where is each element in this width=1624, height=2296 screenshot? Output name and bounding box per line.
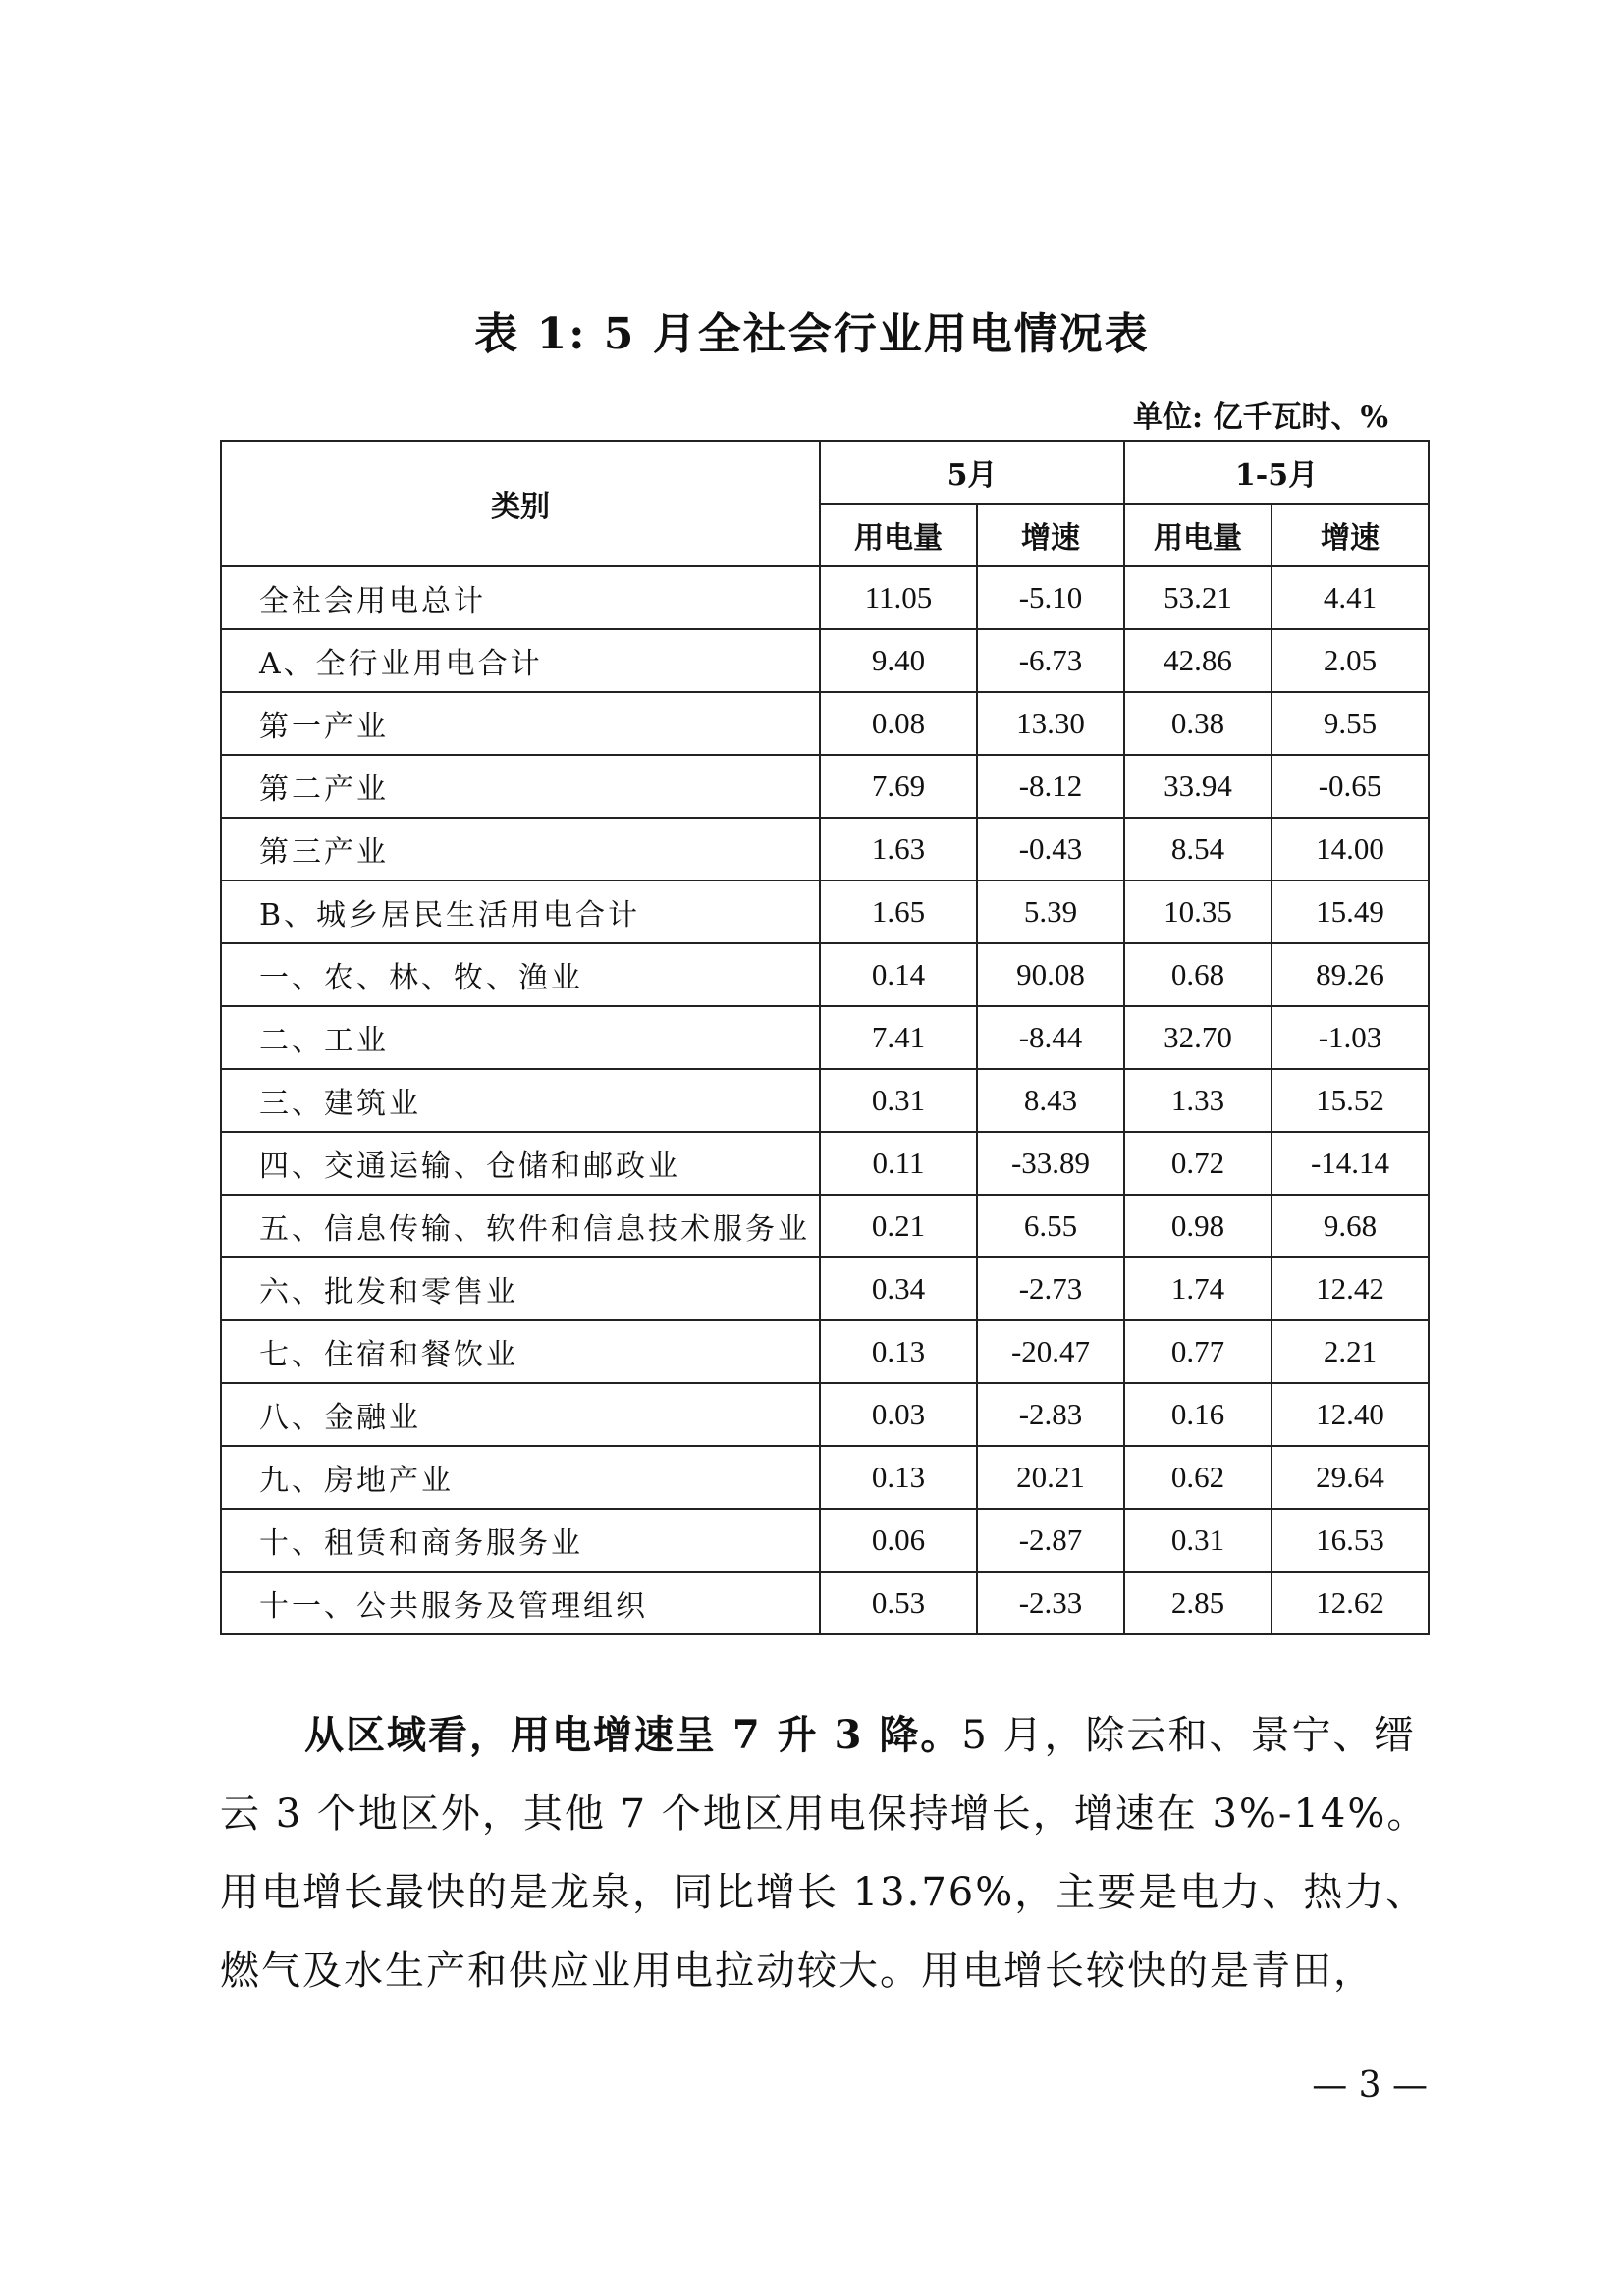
table-row [221, 692, 1429, 755]
table-row [221, 1383, 1429, 1446]
header-ytd-growth: 增速 [1272, 504, 1429, 566]
electricity-usage-table [220, 440, 1430, 1635]
row-ytd-usage: 0.77 [1124, 1320, 1272, 1383]
row-ytd-growth: 2.21 [1272, 1320, 1429, 1383]
row-category: 全社会用电总计 [221, 566, 820, 629]
table-row [221, 1195, 1429, 1257]
row-ytd-usage: 1.74 [1124, 1257, 1272, 1320]
body-paragraph [220, 1696, 1428, 2010]
page-title: 表 1: 5 月全社会行业用电情况表 [474, 309, 1150, 359]
row-may-usage: 1.65 [820, 881, 977, 943]
row-may-usage: 0.34 [820, 1257, 977, 1320]
row-may-usage: 1.63 [820, 818, 977, 881]
paragraph-line-4: 燃气及水生产和供应业用电拉动较大。用电增长较快的是青田， [220, 1949, 1375, 1994]
row-category: 六、批发和零售业 [221, 1257, 820, 1320]
row-category: 五、信息传输、软件和信息技术服务业 [221, 1195, 820, 1257]
row-ytd-usage: 0.72 [1124, 1132, 1272, 1195]
row-may-growth: -0.43 [977, 818, 1124, 881]
table-row [221, 881, 1429, 943]
row-ytd-usage: 0.38 [1124, 692, 1272, 755]
row-may-growth: 90.08 [977, 943, 1124, 1006]
row-may-usage: 9.40 [820, 629, 977, 692]
row-category: 九、房地产业 [221, 1446, 820, 1509]
row-category: 十一、公共服务及管理组织 [221, 1572, 820, 1634]
paragraph-bold-lead: 从区域看，用电增速呈 7 升 3 降。 [304, 1712, 962, 1758]
table-row [221, 1257, 1429, 1320]
table-row [221, 818, 1429, 881]
row-may-usage: 7.69 [820, 755, 977, 818]
row-ytd-growth: -1.03 [1272, 1006, 1429, 1069]
header-may: 5月 [820, 441, 1124, 504]
table-row [221, 1006, 1429, 1069]
table-row [221, 1446, 1429, 1509]
row-ytd-growth: 89.26 [1272, 943, 1429, 1006]
row-may-usage: 0.14 [820, 943, 977, 1006]
row-may-usage: 0.06 [820, 1509, 977, 1572]
row-ytd-growth: 16.53 [1272, 1509, 1429, 1572]
row-may-growth: 6.55 [977, 1195, 1124, 1257]
table-row [221, 1132, 1429, 1195]
header-category: 类别 [221, 441, 820, 566]
row-ytd-usage: 33.94 [1124, 755, 1272, 818]
row-ytd-growth: 12.62 [1272, 1572, 1429, 1634]
table-row [221, 1509, 1429, 1572]
header-ytd: 1-5月 [1124, 441, 1429, 504]
row-ytd-growth: -0.65 [1272, 755, 1429, 818]
row-may-usage: 0.03 [820, 1383, 977, 1446]
row-may-usage: 0.31 [820, 1069, 977, 1132]
row-ytd-usage: 42.86 [1124, 629, 1272, 692]
row-may-usage: 0.08 [820, 692, 977, 755]
row-ytd-growth: -14.14 [1272, 1132, 1429, 1195]
row-category: B、城乡居民生活用电合计 [221, 881, 820, 943]
row-may-growth: -8.12 [977, 755, 1124, 818]
header-ytd-usage: 用电量 [1124, 504, 1272, 566]
row-may-growth: -2.73 [977, 1257, 1124, 1320]
page-number: — 3 — [1312, 2065, 1428, 2106]
row-ytd-growth: 29.64 [1272, 1446, 1429, 1509]
header-may-usage: 用电量 [820, 504, 977, 566]
row-ytd-usage: 0.16 [1124, 1383, 1272, 1446]
row-ytd-growth: 4.41 [1272, 566, 1429, 629]
row-may-growth: -5.10 [977, 566, 1124, 629]
row-ytd-growth: 12.40 [1272, 1383, 1429, 1446]
row-ytd-usage: 0.31 [1124, 1509, 1272, 1572]
row-may-growth: 8.43 [977, 1069, 1124, 1132]
table-row [221, 629, 1429, 692]
row-may-usage: 0.13 [820, 1446, 977, 1509]
row-may-growth: -2.87 [977, 1509, 1124, 1572]
row-may-growth: -6.73 [977, 629, 1124, 692]
row-ytd-growth: 12.42 [1272, 1257, 1429, 1320]
row-category: 十、租赁和商务服务业 [221, 1509, 820, 1572]
row-category: 七、住宿和餐饮业 [221, 1320, 820, 1383]
row-ytd-growth: 14.00 [1272, 818, 1429, 881]
row-ytd-growth: 9.68 [1272, 1195, 1429, 1257]
header-may-growth: 增速 [977, 504, 1124, 566]
row-category: 二、工业 [221, 1006, 820, 1069]
row-ytd-usage: 2.85 [1124, 1572, 1272, 1634]
row-ytd-growth: 15.52 [1272, 1069, 1429, 1132]
row-ytd-growth: 9.55 [1272, 692, 1429, 755]
row-ytd-growth: 15.49 [1272, 881, 1429, 943]
table-row [221, 1069, 1429, 1132]
row-may-growth: 13.30 [977, 692, 1124, 755]
row-ytd-usage: 0.68 [1124, 943, 1272, 1006]
row-category: 三、建筑业 [221, 1069, 820, 1132]
table-row [221, 943, 1429, 1006]
row-ytd-growth: 2.05 [1272, 629, 1429, 692]
row-may-growth: -8.44 [977, 1006, 1124, 1069]
table-row [221, 566, 1429, 629]
row-category: 第二产业 [221, 755, 820, 818]
row-may-usage: 0.11 [820, 1132, 977, 1195]
row-ytd-usage: 1.33 [1124, 1069, 1272, 1132]
row-may-growth: 5.39 [977, 881, 1124, 943]
paragraph-line-3: 用电增长最快的是龙泉，同比增长 13.76%，主要是电力、热力、 [220, 1870, 1428, 1915]
row-may-growth: -20.47 [977, 1320, 1124, 1383]
row-may-usage: 0.13 [820, 1320, 977, 1383]
row-may-growth: -33.89 [977, 1132, 1124, 1195]
table-body [221, 566, 1429, 1634]
row-ytd-usage: 0.62 [1124, 1446, 1272, 1509]
table-row [221, 1572, 1429, 1634]
row-may-usage: 11.05 [820, 566, 977, 629]
row-category: 四、交通运输、仓储和邮政业 [221, 1132, 820, 1195]
row-ytd-usage: 8.54 [1124, 818, 1272, 881]
row-may-growth: -2.33 [977, 1572, 1124, 1634]
row-may-growth: 20.21 [977, 1446, 1124, 1509]
row-category: 第三产业 [221, 818, 820, 881]
row-ytd-usage: 53.21 [1124, 566, 1272, 629]
row-category: A、全行业用电合计 [221, 629, 820, 692]
paragraph-line-1 [220, 1696, 1428, 1775]
table-row [221, 755, 1429, 818]
row-category: 八、金融业 [221, 1383, 820, 1446]
row-may-growth: -2.83 [977, 1383, 1124, 1446]
row-category: 一、农、林、牧、渔业 [221, 943, 820, 1006]
paragraph-line-2: 云 3 个地区外，其他 7 个地区用电保持增长，增速在 3%-14%。 [220, 1791, 1429, 1837]
table-row [221, 1320, 1429, 1383]
row-may-usage: 7.41 [820, 1006, 977, 1069]
table-unit-note: 单位: 亿千瓦时、% [1132, 400, 1388, 435]
row-ytd-usage: 10.35 [1124, 881, 1272, 943]
row-ytd-usage: 0.98 [1124, 1195, 1272, 1257]
paragraph-line-1-rest: 5 月，除云和、景宁、缙 [961, 1713, 1416, 1758]
row-ytd-usage: 32.70 [1124, 1006, 1272, 1069]
row-may-usage: 0.21 [820, 1195, 977, 1257]
row-category: 第一产业 [221, 692, 820, 755]
row-may-usage: 0.53 [820, 1572, 977, 1634]
